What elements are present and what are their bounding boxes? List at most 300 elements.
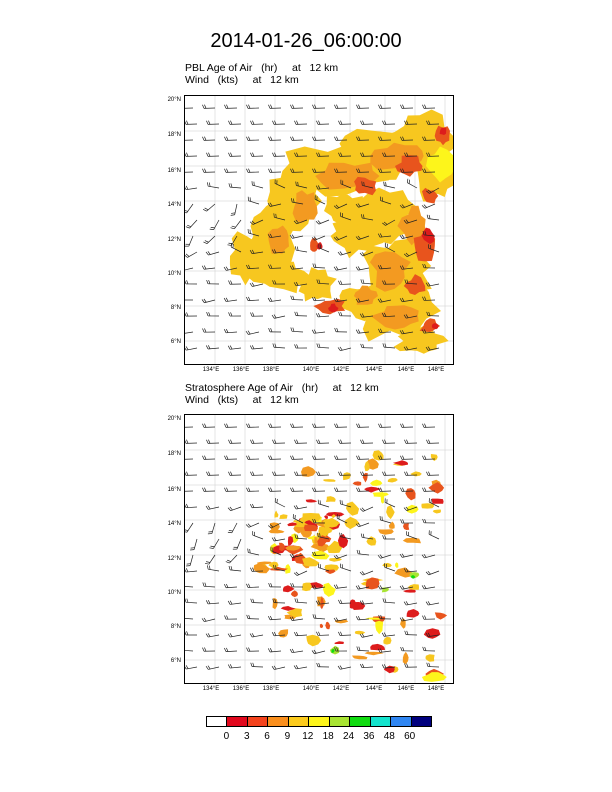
wind-barb-icon [295, 246, 307, 252]
wind-barb-icon [294, 505, 307, 509]
lat-tick-label: 16°N [167, 168, 181, 174]
wind-barb-icon [360, 121, 373, 125]
wind-barb-icon [186, 555, 193, 566]
wind-barb-icon [248, 197, 259, 204]
wind-barb-icon [202, 424, 215, 428]
wind-barb-icon [207, 280, 219, 284]
stratosphere-age-map-panel [184, 414, 454, 684]
wind-barb-icon [185, 488, 193, 492]
wind-barb-icon [422, 424, 435, 428]
wind-barb-icon [378, 424, 391, 428]
lon-tick-label: 146°E [397, 686, 415, 692]
age-contour-patch [383, 637, 391, 645]
age-contour-patch [352, 656, 367, 660]
wind-barb-icon [203, 204, 215, 211]
age-contour-patch [411, 471, 422, 476]
age-contour-patch [355, 631, 365, 635]
age-contour-patch [343, 472, 351, 480]
wind-barb-icon [294, 665, 307, 669]
wind-barb-icon [185, 472, 197, 476]
colorbar-label: 6 [264, 731, 270, 742]
wind-barb-icon [313, 614, 325, 619]
wind-barb-icon [185, 568, 197, 572]
wind-barb-icon [202, 328, 215, 332]
wind-barb-icon [338, 666, 351, 670]
wind-barb-icon [268, 424, 281, 428]
wind-barb-icon [231, 220, 241, 229]
wind-barb-icon [268, 616, 281, 620]
wind-barb-icon [229, 312, 241, 316]
pbl-age-map-panel [184, 95, 454, 365]
wind-barb-icon [316, 440, 329, 444]
wind-barb-icon [250, 345, 263, 349]
wind-barb-icon [400, 424, 413, 428]
wind-barb-icon [427, 663, 439, 667]
age-contour-patch [403, 652, 409, 664]
wind-barb-icon [334, 555, 347, 559]
wind-barb-icon [185, 346, 197, 350]
colorbar-label: 0 [223, 731, 230, 742]
wind-barb-icon [250, 472, 263, 476]
wind-barb-icon [251, 663, 263, 667]
wind-barb-icon [356, 523, 369, 527]
wind-barb-icon [272, 472, 285, 476]
wind-barb-icon [273, 343, 285, 348]
wind-barb-icon [338, 281, 351, 285]
wind-barb-icon [400, 554, 413, 558]
lon-tick-label: 146°E [397, 367, 415, 373]
wind-barb-icon [312, 650, 325, 654]
age-contour-patch [323, 479, 335, 482]
wind-barb-icon [228, 121, 241, 125]
wind-barb-icon [316, 220, 329, 224]
wind-barb-icon [357, 647, 369, 651]
wind-barb-icon [400, 617, 413, 621]
wind-barb-icon [382, 121, 395, 125]
age-contour-patch [407, 505, 419, 514]
wind-barb-icon [427, 215, 439, 220]
wind-barb-icon [202, 648, 215, 652]
wind-barb-icon [208, 523, 215, 534]
age-contour-patch [375, 621, 383, 635]
wind-barb-icon [250, 504, 263, 508]
age-contour-patch [293, 190, 318, 223]
wind-barb-icon [334, 424, 347, 428]
wind-barb-icon [407, 531, 417, 539]
pbl-age-map [185, 96, 453, 364]
colorbar-swatch [391, 717, 411, 726]
wind-barb-icon [356, 105, 369, 109]
wind-barb-icon [360, 664, 373, 668]
lat-tick-label: 8°N [170, 624, 181, 630]
wind-barb-icon [268, 456, 281, 460]
wind-barb-icon [250, 121, 263, 125]
lon-tick-label: 144°E [365, 367, 383, 373]
wind-barb-icon [317, 343, 329, 348]
wind-barb-icon [224, 137, 237, 141]
wind-barb-icon [224, 105, 237, 109]
lon-tick-label: 136°E [232, 367, 250, 373]
wind-barb-icon [185, 105, 193, 109]
wind-barb-icon [185, 169, 193, 173]
wind-barb-icon [202, 456, 215, 460]
age-contour-patch [323, 583, 336, 597]
lat-tick-label: 6°N [170, 339, 181, 345]
age-contour-patch [288, 536, 293, 546]
wind-barb-icon [407, 179, 417, 188]
wind-barb-icon [246, 169, 259, 173]
wind-barb-icon [210, 220, 219, 230]
colorbar-label: 3 [243, 731, 250, 742]
age-contour-patch [334, 641, 344, 644]
wind-barb-icon [248, 549, 259, 555]
wind-barb-icon [312, 137, 325, 141]
wind-barb-icon [291, 328, 303, 332]
wind-barb-icon [228, 664, 241, 668]
wind-barb-icon [185, 631, 197, 635]
lat-tick-label: 18°N [167, 451, 181, 457]
wind-barb-icon [400, 456, 413, 460]
wind-barb-icon [426, 571, 439, 575]
wind-barb-icon [426, 601, 439, 605]
wind-barb-icon [202, 299, 215, 303]
wind-barb-icon [224, 488, 237, 492]
wind-barb-icon [340, 564, 351, 571]
wind-barb-icon [356, 266, 369, 270]
wind-barb-icon [290, 137, 303, 141]
wind-barb-icon [229, 183, 241, 188]
wind-barb-icon [272, 315, 285, 319]
wind-barb-icon [224, 584, 237, 588]
wind-barb-icon [360, 571, 373, 575]
wind-barb-icon [246, 424, 259, 428]
colorbar-swatch [350, 717, 370, 726]
wind-barb-icon [185, 312, 197, 316]
wind-barb-icon [383, 535, 395, 539]
wind-barb-icon [246, 648, 259, 652]
wind-barb-icon [360, 440, 373, 444]
wind-barb-icon [250, 633, 263, 637]
wind-barb-icon [335, 328, 347, 332]
wind-barb-icon [334, 488, 347, 492]
wind-barb-icon [247, 615, 259, 619]
wind-barb-icon [295, 598, 307, 603]
wind-barb-icon [290, 488, 303, 492]
wind-barb-icon [290, 235, 303, 239]
colorbar-swatch [207, 717, 227, 726]
wind-barb-icon [275, 498, 285, 507]
lat-tick-label: 14°N [167, 202, 181, 208]
wind-barb-icon [290, 649, 303, 653]
wind-barb-icon [228, 523, 237, 533]
wind-barb-icon [290, 424, 303, 428]
wind-barb-icon [246, 105, 259, 109]
panel2-wind-label: Wind (kts) at 12 km [185, 394, 299, 406]
lon-tick-label: 142°E [332, 686, 350, 692]
wind-barb-icon [228, 280, 241, 284]
wind-barb-icon [272, 121, 285, 125]
wind-barb-icon [246, 488, 259, 492]
lon-tick-label: 140°E [302, 367, 320, 373]
age-contour-patch [279, 514, 287, 519]
wind-barb-icon [206, 472, 219, 476]
age-contour-patch [403, 523, 409, 530]
wind-barb-icon [226, 555, 237, 563]
age-contour-patch [386, 505, 395, 519]
age-contour-patch [433, 510, 441, 514]
wind-barb-icon [206, 345, 219, 349]
age-contour-patch [421, 503, 434, 508]
wind-barb-icon [185, 440, 197, 444]
wind-barb-icon [228, 633, 241, 637]
colorbar-label: 12 [302, 731, 314, 742]
wind-barb-icon [246, 297, 259, 301]
colorbar-swatch [227, 717, 247, 726]
wind-barb-icon [185, 204, 193, 213]
wind-barb-icon [250, 440, 263, 444]
wind-barb-icon [356, 456, 369, 460]
wind-barb-icon [422, 585, 435, 589]
wind-barb-icon [206, 153, 219, 157]
wind-barb-icon [185, 121, 197, 125]
wind-barb-icon [202, 137, 215, 141]
wind-barb-icon [190, 539, 197, 550]
wind-barb-icon [246, 331, 259, 335]
wind-barb-icon [224, 424, 237, 428]
wind-barb-icon [400, 105, 413, 109]
wind-barb-icon [202, 618, 215, 622]
age-contour-patch [306, 635, 321, 647]
wind-barb-icon [185, 424, 193, 428]
wind-barb-icon [378, 488, 391, 492]
wind-barb-icon [206, 251, 219, 255]
wind-barb-icon [313, 264, 325, 268]
map-title: 2014-01-26_06:00:00 [210, 30, 402, 52]
wind-barb-icon [185, 523, 193, 532]
age-contour-patch [388, 478, 398, 483]
wind-barb-icon [228, 440, 241, 444]
wind-barb-icon [316, 632, 329, 636]
lat-tick-label: 10°N [167, 271, 181, 277]
wind-barb-icon [312, 424, 325, 428]
wind-barb-icon [185, 456, 193, 460]
wind-barb-icon [401, 647, 413, 651]
wind-barb-icon [185, 137, 193, 141]
lon-tick-label: 148°E [427, 367, 445, 373]
age-contour-patch [395, 562, 398, 568]
wind-barb-icon [246, 456, 259, 460]
wind-barb-icon [316, 472, 329, 476]
colorbar-swatch [330, 717, 350, 726]
age-contour-patch [324, 515, 328, 519]
wind-barb-icon [338, 440, 351, 444]
wind-barb-icon [185, 330, 193, 334]
age-contour-patch [408, 584, 419, 590]
wind-barb-icon [422, 105, 435, 109]
wind-barb-icon [207, 312, 219, 316]
wind-barb-icon [203, 582, 215, 587]
age-contour-patch [428, 482, 444, 494]
wind-barb-icon [228, 153, 241, 157]
wind-barb-icon [202, 169, 215, 173]
lon-tick-label: 140°E [302, 686, 320, 692]
wind-barb-icon [203, 236, 215, 244]
wind-barb-icon [360, 507, 373, 511]
wind-barb-icon [338, 632, 351, 636]
colorbar-label: 9 [284, 731, 291, 742]
lat-tick-label: 12°N [167, 556, 181, 562]
wind-barb-icon [294, 440, 307, 444]
wind-barb-icon [382, 440, 395, 444]
lat-tick-label: 14°N [167, 521, 181, 527]
wind-barb-icon [224, 298, 237, 302]
wind-barb-icon [290, 105, 303, 109]
age-contour-patch [425, 654, 434, 662]
wind-barb-icon [202, 105, 215, 109]
wind-barb-icon [383, 343, 395, 348]
wind-barb-icon [202, 488, 215, 492]
wind-barb-icon [334, 266, 347, 270]
age-contour-patch [382, 563, 392, 567]
wind-barb-icon [250, 283, 263, 287]
wind-barb-icon [186, 220, 197, 228]
wind-barb-icon [312, 105, 325, 109]
wind-barb-icon [426, 472, 439, 476]
wind-barb-icon [294, 632, 307, 636]
wind-barb-icon [360, 634, 373, 638]
colorbar-label: 24 [342, 731, 355, 742]
wind-barb-icon [312, 236, 325, 240]
age-contour-patch [432, 499, 444, 504]
wind-barb-icon [294, 121, 307, 125]
wind-barb-icon [426, 440, 439, 444]
wind-barb-icon [334, 105, 347, 109]
wind-barb-icon [338, 600, 351, 604]
age-contour-patch [370, 644, 385, 650]
wind-barb-icon [268, 298, 281, 302]
wind-barb-icon [422, 204, 435, 208]
age-contour-patch [278, 629, 288, 637]
wind-barb-icon [356, 424, 369, 428]
age-contour-patch [435, 612, 447, 619]
colorbar-swatch [248, 717, 268, 726]
wind-barb-icon [382, 633, 395, 637]
age-contour-patch [407, 609, 420, 618]
wind-barb-icon [338, 347, 351, 351]
wind-barb-icon [422, 616, 435, 620]
wind-barb-icon [228, 507, 241, 511]
age-contour-patch [400, 618, 406, 628]
stratosphere-age-map [185, 415, 453, 683]
age-contour-patch [326, 496, 336, 502]
wind-barb-icon [294, 571, 307, 576]
wind-barb-icon [252, 181, 263, 188]
panel1-variable-label: PBL Age of Air (hr) at 12 km [185, 62, 339, 74]
colorbar-swatch [412, 717, 431, 726]
wind-barb-icon [316, 121, 329, 125]
age-contour-patch [372, 492, 388, 497]
lon-tick-label: 142°E [332, 367, 350, 373]
wind-barb-icon [383, 598, 395, 603]
wind-barb-icon [272, 153, 285, 157]
age-contour-patch [346, 502, 359, 516]
wind-barb-icon [268, 105, 281, 109]
wind-barb-icon [250, 312, 263, 316]
wind-barb-icon [228, 472, 241, 476]
age-contour-patch [405, 488, 415, 500]
wind-barb-icon [246, 137, 259, 141]
lat-tick-label: 8°N [170, 305, 181, 311]
lon-tick-label: 138°E [262, 686, 280, 692]
lat-tick-label: 18°N [167, 132, 181, 138]
wind-barb-icon [207, 182, 219, 188]
wind-barb-icon [206, 633, 219, 637]
wind-barb-icon [272, 440, 285, 444]
wind-barb-icon [228, 346, 241, 350]
wind-barb-icon [185, 582, 193, 587]
wind-barb-icon [185, 598, 197, 603]
wind-barb-icon [378, 585, 391, 589]
wind-barb-icon [206, 666, 219, 670]
wind-barb-icon [423, 647, 435, 651]
wind-barb-icon [268, 488, 281, 492]
wind-barb-icon [202, 266, 215, 270]
wind-barb-icon [224, 615, 237, 619]
wind-barb-icon [185, 252, 197, 257]
age-contour-patch [378, 529, 394, 535]
lat-tick-label: 10°N [167, 590, 181, 596]
wind-barb-icon [295, 344, 307, 348]
colorbar-label: 60 [404, 731, 416, 742]
wind-barb-icon [233, 539, 241, 549]
wind-barb-icon [334, 456, 347, 460]
wind-barb-icon [246, 584, 259, 588]
wind-barb-icon [423, 519, 435, 523]
lat-tick-label: 20°N [167, 416, 181, 422]
wind-barb-icon [224, 456, 237, 460]
age-contour-patch [283, 585, 295, 592]
wind-barb-icon [317, 663, 329, 667]
wind-barb-icon [360, 600, 373, 604]
wind-barb-icon [185, 296, 193, 300]
age-contour-patch [329, 558, 342, 562]
wind-barb-icon [382, 472, 395, 476]
wind-barb-icon [268, 648, 281, 652]
lat-tick-label: 12°N [167, 237, 181, 243]
wind-barb-icon [429, 530, 439, 539]
wind-barb-icon [185, 267, 193, 271]
wind-barb-icon [338, 121, 351, 125]
panel1-wind-label: Wind (kts) at 12 km [185, 74, 299, 86]
wind-barb-icon [229, 566, 241, 571]
lat-tick-label: 16°N [167, 487, 181, 493]
wind-barb-icon [291, 296, 303, 300]
wind-barb-icon [207, 565, 219, 571]
wind-barb-icon [356, 616, 369, 620]
age-contour-patch [320, 624, 323, 628]
wind-barb-icon [185, 646, 193, 651]
wind-barb-icon [185, 280, 197, 284]
wind-barb-icon [250, 153, 263, 157]
wind-barb-icon [272, 666, 285, 670]
age-contour-patch [431, 454, 438, 461]
wind-barb-icon [312, 488, 325, 492]
colorbar-swatch [309, 717, 329, 726]
wind-barb-icon [378, 105, 391, 109]
age-contour-patch [325, 622, 330, 629]
age-contour-patch [403, 538, 421, 544]
age-contour-patch [366, 536, 376, 545]
